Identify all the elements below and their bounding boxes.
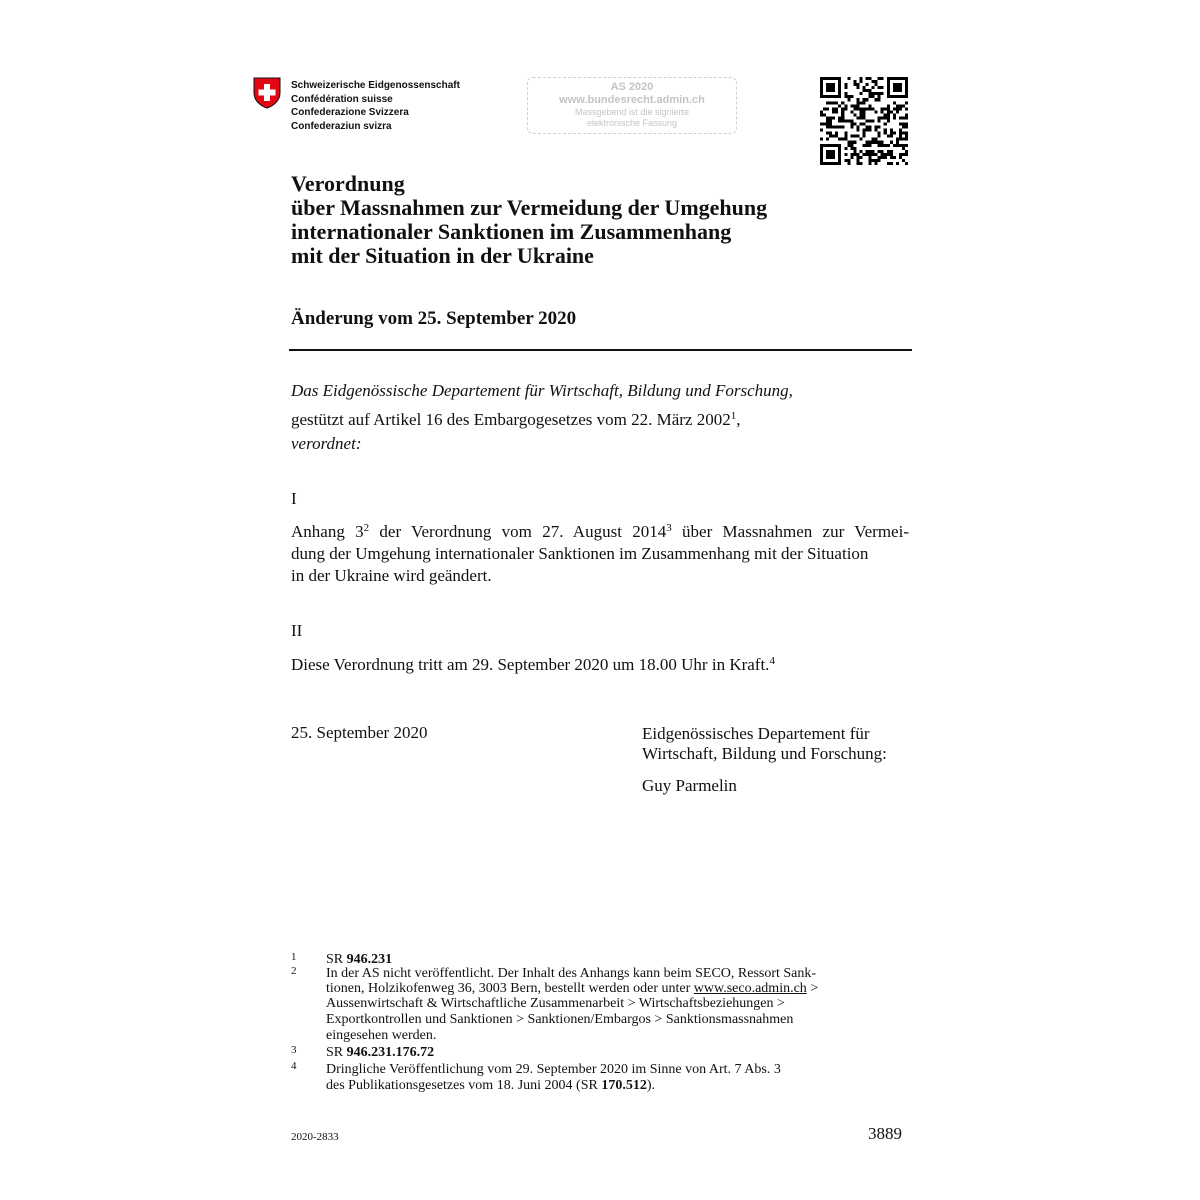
section-1-line-3: in der Ukraine wird geändert. bbox=[291, 566, 492, 585]
footnote-ref-4[interactable]: 4 bbox=[769, 655, 775, 667]
footnote-4-line-2 bbox=[326, 1079, 655, 1093]
footnote-4-line-1: Dringliche Veröffentlichung vom 29. September 2020 im Sinne von Art. 7 Abs. 3 bbox=[326, 1062, 781, 1077]
section-1-line-1 bbox=[291, 521, 909, 543]
confederation-it: Confederazione Svizzera bbox=[291, 107, 409, 118]
title-divider bbox=[289, 349, 912, 351]
section-2-text bbox=[291, 654, 775, 676]
preamble-basis-text: gestützt auf Artikel 16 des Embargogesetzes vom 22. März 2002 bbox=[291, 410, 731, 429]
stamp-as-year: AS 2020 bbox=[610, 81, 654, 93]
preamble-basis bbox=[291, 409, 740, 431]
title-line: internationaler Sanktionen im Zusammenhang bbox=[291, 219, 732, 244]
department-line-2: Wirtschaft, Bildung und Forschung: bbox=[642, 744, 887, 763]
footnote-1-sr: 946.231 bbox=[346, 952, 393, 967]
section-1-line-2: dung der Umgehung internationaler Sanktionen im Zusammenhang mit der Situation bbox=[291, 544, 869, 563]
preamble-decrees: verordnet: bbox=[291, 434, 362, 453]
confederation-rm: Confederaziun svizra bbox=[291, 120, 392, 132]
preamble-authority: Das Eidgenössische Departement für Wirtschaft, Bildung und Forschung, bbox=[291, 381, 793, 400]
seco-link[interactable]: www.seco.admin.ch bbox=[693, 981, 807, 996]
department-line-1: Eidgenössisches Departement für bbox=[642, 724, 870, 743]
stamp-note-1: Massgebend ist die signierte bbox=[574, 107, 690, 117]
qr-code-icon bbox=[820, 77, 908, 165]
footnote-number: 4 bbox=[291, 1060, 297, 1072]
footnote-ref-1[interactable]: 1 bbox=[730, 410, 737, 422]
signatory-name: Guy Parmelin bbox=[642, 776, 737, 795]
footnote-4-text: des Publikationsgesetzes vom 18. Juni 2004 (SR bbox=[326, 1078, 602, 1093]
section-1-text-c: über Massnahmen zur Vermei- bbox=[671, 522, 909, 541]
footnote-3 bbox=[326, 1046, 434, 1060]
footnote-1 bbox=[326, 953, 392, 967]
page-number: 3889 bbox=[868, 1124, 902, 1143]
footnote-2-text: tionen, Holzikofenweg 36, 3003 Bern, bestellt werden oder unter bbox=[326, 981, 694, 996]
footnote-3-prefix: SR bbox=[326, 1045, 347, 1060]
footnote-ref-2[interactable]: 2 bbox=[363, 522, 370, 534]
footnote-number: 1 bbox=[291, 951, 297, 963]
stamp-note-2: elektronische Fassung bbox=[586, 118, 678, 128]
footnote-2-line-4: Exportkontrollen und Sanktionen > Sanktionen/Embargos > Sanktionsmassnahmen bbox=[326, 1012, 794, 1027]
section-1-heading: I bbox=[291, 489, 297, 508]
footnote-4-end: ). bbox=[646, 1078, 655, 1093]
footnote-3-sr: 946.231.176.72 bbox=[346, 1045, 435, 1060]
footnote-4-sr: 170.512 bbox=[601, 1078, 647, 1093]
confederation-names bbox=[291, 79, 460, 133]
confederation-de: Schweizerische Eidgenossenschaft bbox=[291, 80, 460, 91]
footnote-number: 2 bbox=[291, 965, 297, 977]
official-publication-stamp bbox=[527, 77, 737, 134]
footnote-2-line-2 bbox=[326, 982, 818, 996]
title-line: über Massnahmen zur Vermeidung der Umgehung bbox=[291, 195, 768, 220]
footnote-number: 3 bbox=[291, 1044, 297, 1056]
footnote-1-prefix: SR bbox=[326, 952, 347, 967]
section-1-text-a: Anhang 3 bbox=[291, 522, 364, 541]
section-1-text-b: der Verordnung vom 27. August 2014 bbox=[369, 522, 667, 541]
footnote-2-line-3: Aussenwirtschaft & Wirtschaftliche Zusammenarbeit > Wirtschaftsbeziehungen > bbox=[326, 996, 785, 1011]
footnote-2-arrow: > bbox=[806, 981, 819, 996]
swiss-cross-shield-icon bbox=[253, 77, 281, 109]
title-line: Verordnung bbox=[291, 171, 405, 196]
signature-date: 25. September 2020 bbox=[291, 723, 428, 742]
amendment-date: Änderung vom 25. September 2020 bbox=[291, 308, 577, 329]
document-number: 2020-2833 bbox=[291, 1131, 339, 1143]
footnote-ref-3[interactable]: 3 bbox=[666, 522, 672, 534]
section-2-heading: II bbox=[291, 621, 303, 640]
title-line: mit der Situation in der Ukraine bbox=[291, 243, 594, 268]
confederation-fr: Confédération suisse bbox=[291, 93, 393, 105]
preamble-basis-end: , bbox=[736, 410, 741, 429]
stamp-url: www.bundesrecht.admin.ch bbox=[559, 94, 705, 106]
footnote-2-line-1: In der AS nicht veröffentlicht. Der Inhalt des Anhangs kann beim SECO, Ressort Sank- bbox=[326, 966, 817, 981]
section-2-body: Diese Verordnung tritt am 29. September 2020 um 18.00 Uhr in Kraft. bbox=[291, 655, 770, 674]
footnote-2-line-5: eingesehen werden. bbox=[326, 1028, 437, 1043]
ordinance-title bbox=[291, 172, 767, 268]
